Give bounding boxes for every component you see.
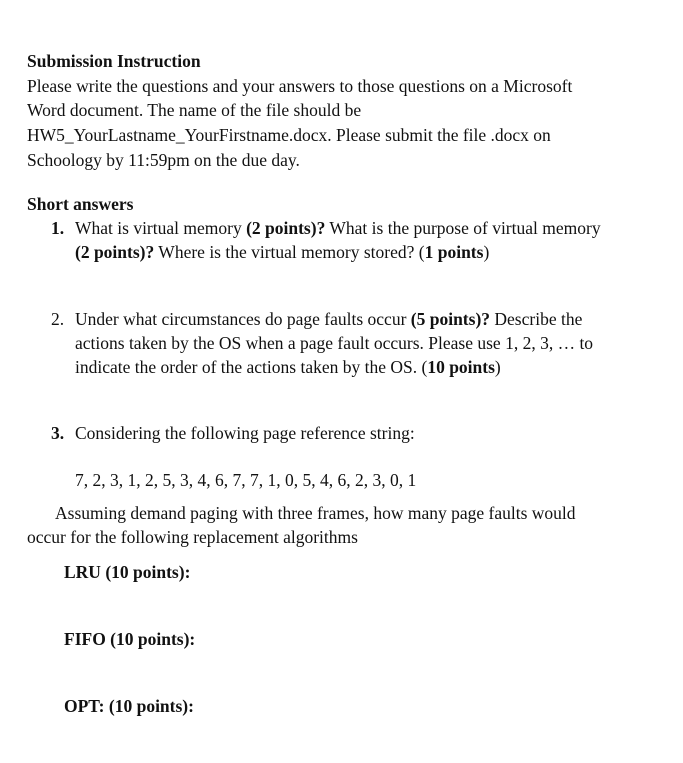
q2-text-c: Describe the (490, 309, 583, 329)
submission-line-4: Schoology by 11:59pm on the due day. (27, 150, 300, 170)
q2-points-a: (5 points)? (410, 309, 491, 329)
q1-text-a: What is virtual memory (75, 218, 247, 238)
q3-number: 3. (51, 423, 65, 443)
reference-string: 7, 2, 3, 1, 2, 5, 3, 4, 6, 7, 7, 1, 0, 5, 4, 6, 2, 3, 0, 1 (75, 470, 417, 490)
q2-line-1 (75, 307, 582, 331)
q3-line-3: Assuming demand paging with three frames, how many page faults would (55, 503, 576, 523)
q3-line-4: occur for the following replacement algorithms (27, 527, 358, 547)
q1-points-c: 1 points (424, 242, 484, 262)
opt-label: OPT: (10 points): (64, 696, 194, 716)
q1-text-g: ) (483, 242, 490, 262)
q1-points-a: (2 points)? (246, 218, 326, 238)
q2-number: 2. (51, 309, 65, 329)
q1-text-e: Where is the virtual memory stored? ( (154, 242, 425, 262)
q2-text-f: ) (494, 357, 501, 377)
q2-text-a: Under what circumstances do page faults occur (75, 309, 411, 329)
q3-line-1: Considering the following page reference string: (75, 423, 415, 443)
fifo-label: FIFO (10 points): (64, 629, 196, 649)
q1-line-1 (75, 216, 601, 240)
lru-label: LRU (10 points): (64, 562, 191, 582)
short-answers-heading: Short answers (27, 194, 134, 214)
submission-line-3: HW5_YourLastname_YourFirstname.docx. Please submit the file .docx on (27, 125, 551, 145)
submission-line-1: Please write the questions and your answers to those questions on a Microsoft (27, 76, 573, 96)
submission-heading: Submission Instruction (27, 51, 201, 71)
q2-text-d: indicate the order of the actions taken by the OS. ( (75, 357, 428, 377)
q2-line-3 (75, 355, 501, 379)
q2-points-b: 10 points (427, 357, 495, 377)
submission-line-2: Word document. The name of the file should be (27, 100, 362, 120)
q1-text-c: What is the purpose of virtual memory (325, 218, 601, 238)
q1-number: 1. (51, 218, 65, 238)
q1-points-b: (2 points)? (75, 242, 155, 262)
q2-line-2: actions taken by the OS when a page fault occurs. Please use 1, 2, 3, … to (75, 333, 594, 353)
q1-line-2 (75, 240, 489, 264)
